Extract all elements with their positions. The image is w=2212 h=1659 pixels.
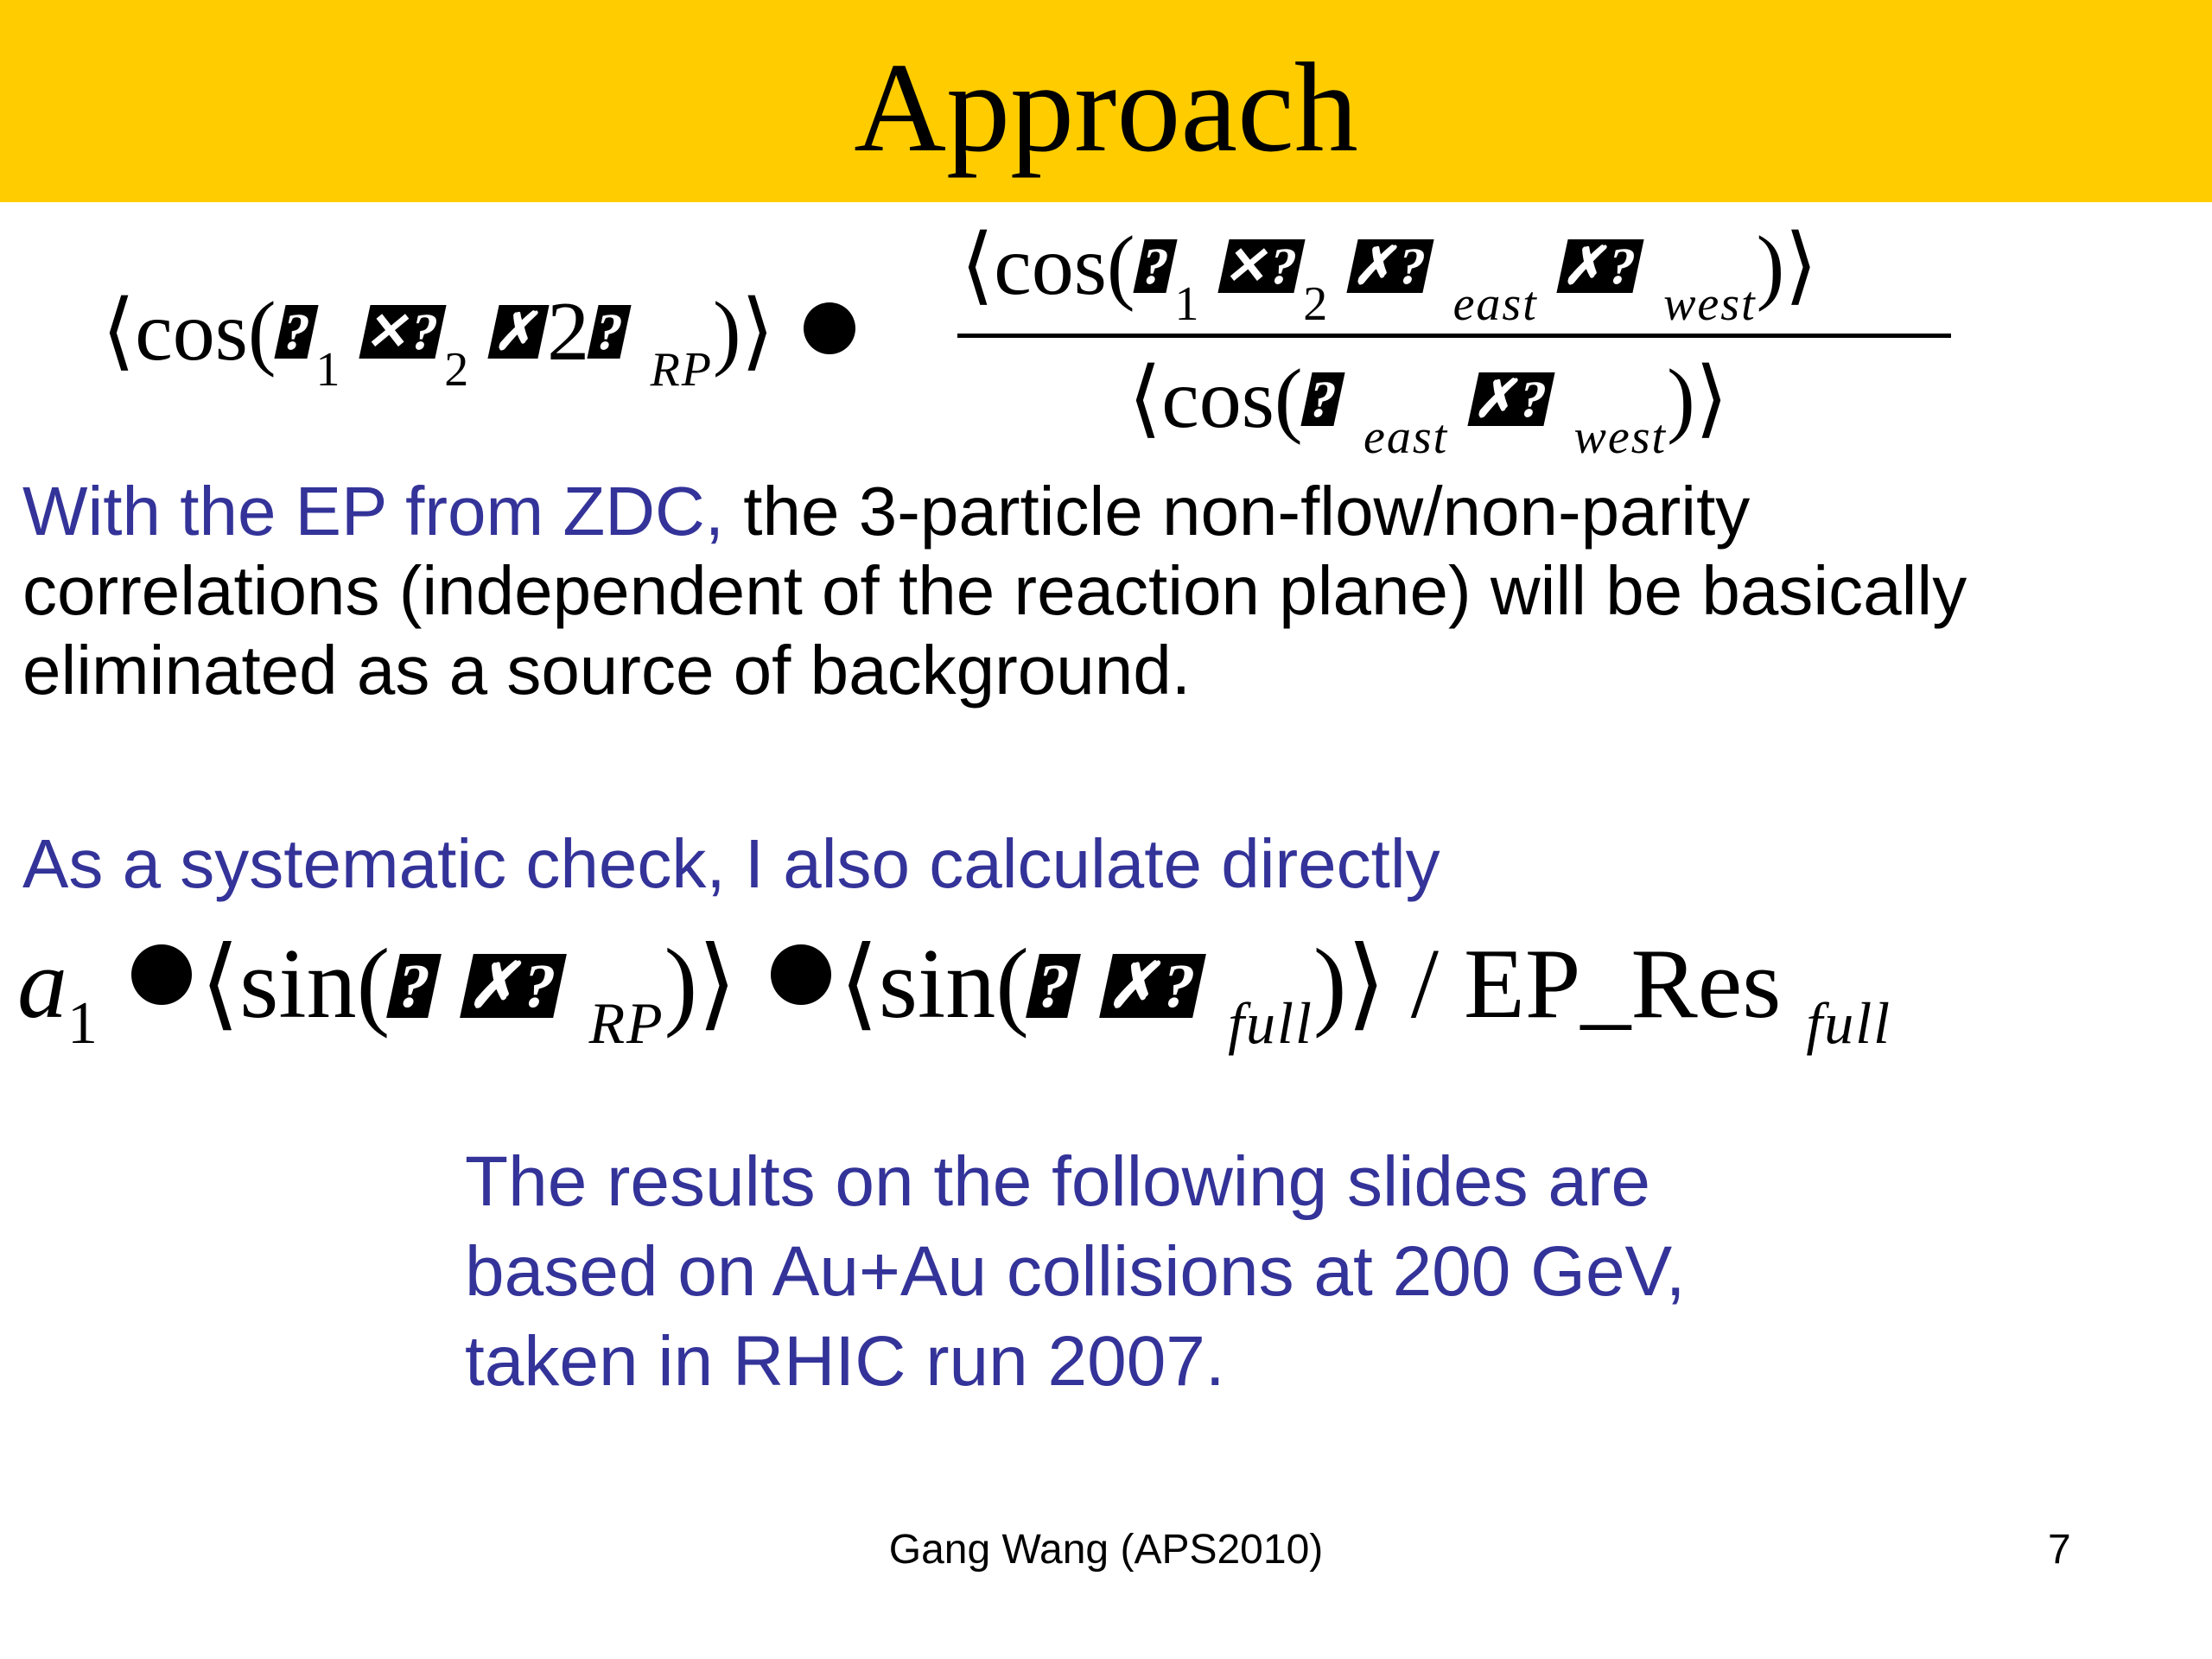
eq2-term2-close: )⟩ <box>1313 929 1386 1039</box>
psi-glyph-icon: ? <box>587 305 631 359</box>
eq-num-close: )⟩ <box>1756 219 1818 313</box>
eq2-ep-res: EP_Res <box>1463 929 1782 1039</box>
eq-lhs-sub2: 2 <box>444 343 469 397</box>
minus-psi-glyph-icon: ✗? <box>1557 239 1644 293</box>
phi-glyph-icon: ? <box>274 305 318 359</box>
equals-dot-icon <box>131 944 192 1005</box>
ep-zdc-highlight: With the EP from ZDC, <box>22 473 725 550</box>
plus-phi-glyph-icon: ✕? <box>359 305 446 359</box>
eq-num-sub1: 1 <box>1174 277 1199 331</box>
psi-glyph-icon: ? <box>1300 372 1344 426</box>
minus-glyph-icon: ✗ <box>487 305 549 359</box>
minus-psi-glyph-icon: ✗? <box>1346 239 1433 293</box>
equation-denominator <box>1128 349 1728 464</box>
eq2-term2-sub: full <box>1228 990 1313 1056</box>
phi-glyph-icon: ? <box>1133 239 1177 293</box>
eq-num-sub2: 2 <box>1303 277 1328 331</box>
eq2-term1-close: )⟩ <box>664 929 737 1039</box>
fraction-bar <box>957 334 1951 338</box>
eq-lhs-sub-rp: RP <box>650 343 713 397</box>
minus-psi-glyph-icon: ✗? <box>460 954 567 1018</box>
eq2-term1-sub: RP <box>588 990 664 1056</box>
eq2-slash: / <box>1385 929 1464 1039</box>
equals-dot-icon <box>771 944 831 1005</box>
eq2-a: a <box>17 929 67 1039</box>
eq-den-open: ⟨cos( <box>1128 353 1303 446</box>
systematic-check-text: As a systematic check, I also calculate directly <box>22 825 1440 902</box>
slide-title: Approach <box>854 37 1358 179</box>
ep-zdc-line1: the 3-particle non-flow/non-parity <box>724 473 1751 550</box>
eq2-ep-res-sub: full <box>1806 990 1892 1056</box>
alpha-glyph-icon: ? <box>386 954 442 1018</box>
ep-zdc-line2: correlations (independent of the reaction plane) will be basically <box>22 552 1967 629</box>
equation-a1 <box>17 925 1892 1057</box>
plus-phi-glyph-icon: ✕? <box>1217 239 1305 293</box>
eq2-term1-open: ⟨sin( <box>200 929 391 1039</box>
eq2-a-sub: 1 <box>67 990 98 1057</box>
eq-den-sub-west: west <box>1573 410 1668 464</box>
eq-den-sub-east: east <box>1363 410 1449 464</box>
eq-lhs-two: 2 <box>547 285 590 378</box>
page-number: 7 <box>2048 1527 2071 1573</box>
eq-num-open: ⟨cos( <box>961 219 1135 313</box>
results-description: The results on the following slides are based on Au+Au collisions at 200 GeV, taken in RHIC run 2007. <box>465 1142 1686 1401</box>
eq-lhs-sub1: 1 <box>315 343 340 397</box>
minus-psi-glyph-icon: ✗? <box>1099 954 1206 1018</box>
footer-author: Gang Wang (APS2010) <box>888 1527 1324 1573</box>
ep-zdc-line3: eliminated as a source of background. <box>22 632 1191 709</box>
ep-zdc-paragraph <box>22 472 1967 710</box>
equals-dot-icon <box>804 302 855 354</box>
equation-lhs <box>102 282 864 397</box>
equation-numerator <box>961 216 1818 331</box>
eq2-term2-open: ⟨sin( <box>839 929 1029 1039</box>
eq-lhs-close: )⟩ <box>713 285 774 378</box>
eq-den-close: )⟩ <box>1667 353 1728 446</box>
eq-num-sub-west: west <box>1663 277 1757 331</box>
minus-psi-glyph-icon: ✗? <box>1467 372 1554 426</box>
alpha-glyph-icon: ? <box>1026 954 1081 1018</box>
eq-num-sub-east: east <box>1452 277 1538 331</box>
eq-lhs-open: ⟨cos( <box>102 285 276 378</box>
